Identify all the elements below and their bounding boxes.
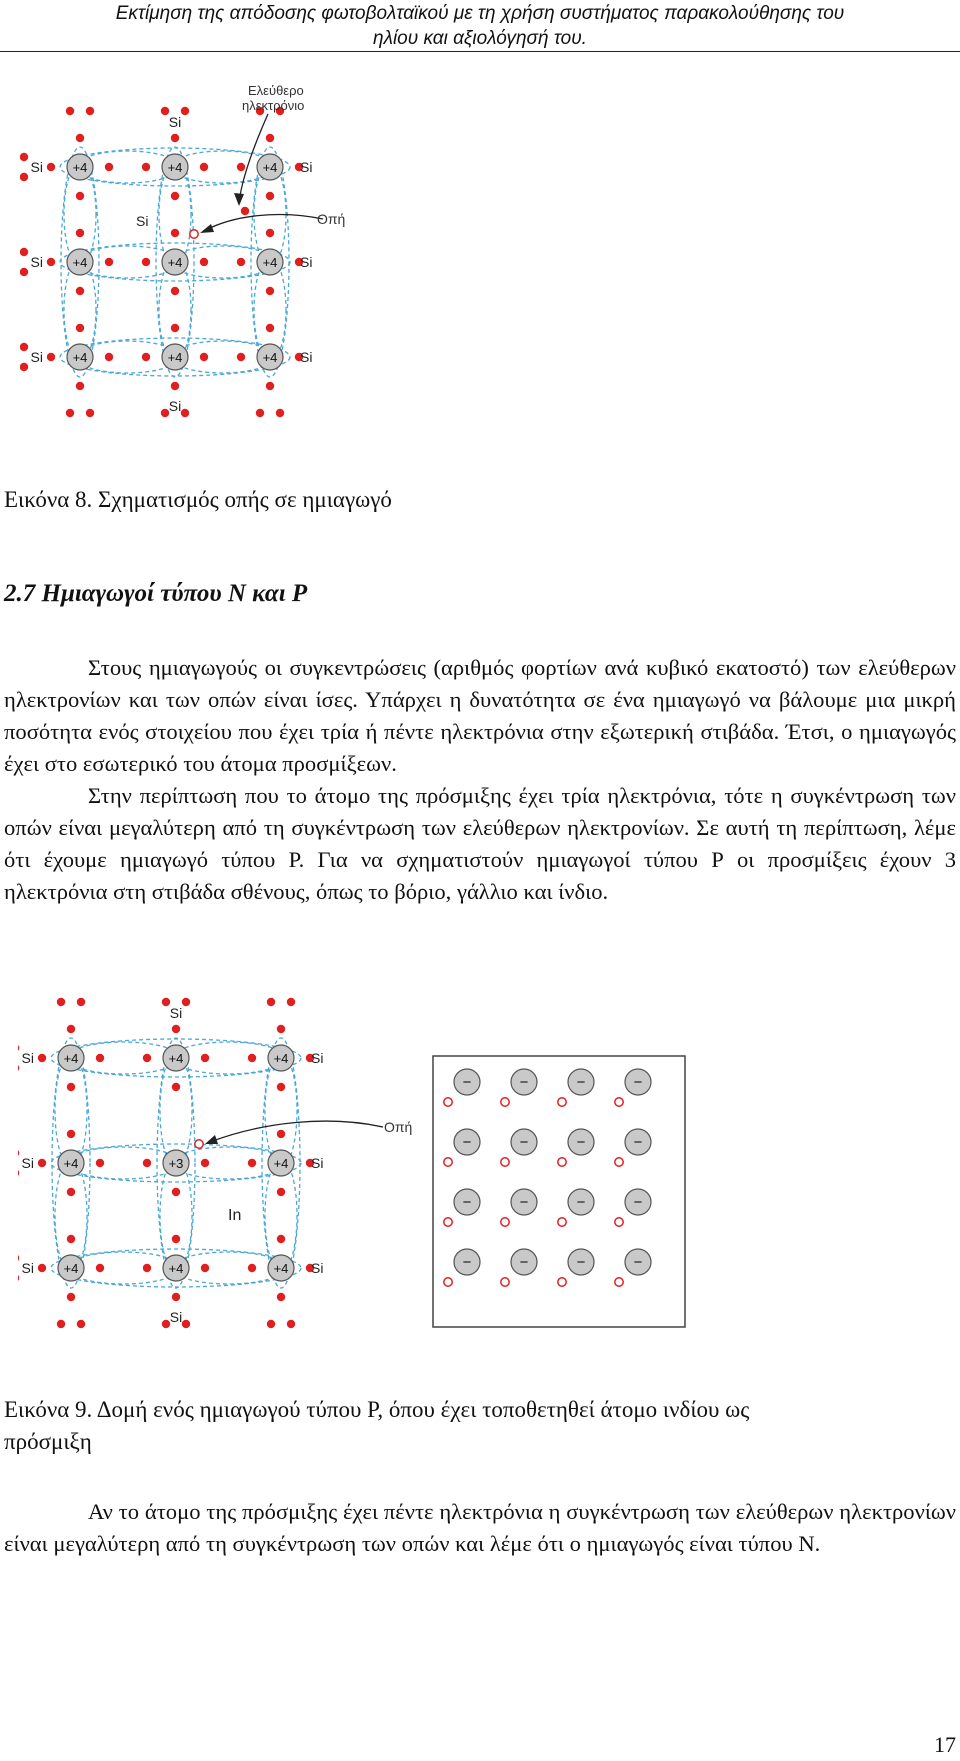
electron [20,268,28,276]
hole-label: Οπή [317,211,346,227]
electron [171,134,179,142]
electron [237,353,245,361]
figure-8-lattice-diagram [20,80,400,460]
hole [501,1158,509,1166]
figure-8-caption: Εικόνα 8. Σχηματισμός οπής σε ημιαγωγό [4,487,392,512]
ion-charge-label: − [633,1254,643,1271]
hole [615,1278,623,1286]
electron [266,192,274,200]
electron [248,1159,256,1167]
hole [501,1218,509,1226]
electron [20,153,28,161]
electron [287,998,295,1006]
electron [76,134,84,142]
hole [444,1278,452,1286]
electron [38,1159,46,1167]
hole [615,1098,623,1106]
electron [266,229,274,237]
atom-core-label: +4 [273,1051,289,1066]
electron [66,107,74,115]
si-atom-label: Si [169,1309,183,1325]
hole [558,1278,566,1286]
ion-charge-label: − [519,1254,529,1271]
electron [182,998,190,1006]
si-atom-label: Si [30,159,43,175]
electron [171,192,179,200]
ion-charge-label: − [633,1194,643,1211]
atom-core-label: +4 [262,160,278,175]
electron [200,258,208,266]
ion-charge-label: − [576,1254,586,1271]
electron [237,163,245,171]
electron [267,998,275,1006]
figure-9-ion-grid [432,1055,688,1330]
electron [66,409,74,417]
electron [266,324,274,332]
ion-charge-label: − [576,1134,586,1151]
si-atom-label: Si [30,254,43,270]
electron [143,1054,151,1062]
hole-label: Οπή [384,1119,413,1135]
hole [190,230,198,238]
electron [57,998,65,1006]
hole [444,1158,452,1166]
electron [181,107,189,115]
electron [277,1188,285,1196]
ion-charge-label: − [462,1134,472,1151]
si-atom-label: Si [311,1260,324,1276]
electron [18,1254,19,1262]
ion-charge-label: − [519,1134,529,1151]
electron [256,409,264,417]
electron [201,1054,209,1062]
electron [47,353,55,361]
atom-core-label: +4 [167,350,183,365]
electron [287,1320,295,1328]
electron [38,1264,46,1272]
header-line-1: Εκτίμηση της απόδοσης φωτοβολταϊκού με τη χρήση συστήματος παρακολούθησης του [115,3,845,24]
atom-core-label: +4 [168,1051,184,1066]
running-header [0,0,960,51]
electron [20,363,28,371]
electron [172,1293,180,1301]
dopant-label: In [228,1207,242,1224]
electron [277,1235,285,1243]
electron [142,258,150,266]
electron [172,1025,180,1033]
electron [171,229,179,237]
lattice [20,107,312,417]
section-heading: 2.7 Ημιαγωγοί τύπου Ν και Ρ [4,580,308,607]
atom-core-label: +4 [72,255,88,270]
hole [558,1218,566,1226]
si-atom-label: Si [21,1155,34,1171]
electron [276,409,284,417]
electron [172,1188,180,1196]
free-electron-label-line2: ηλεκτρόνιο [242,98,305,113]
figure-9-caption-line-2: πρόσμιξη [4,1429,92,1454]
atom-core-label: +4 [63,1261,79,1276]
electron [201,1159,209,1167]
annotations [195,1119,413,1224]
electron [76,229,84,237]
electron [277,1025,285,1033]
electron [201,1264,209,1272]
electron [67,1083,75,1091]
electron [18,1169,19,1177]
atom-core-label: +4 [72,160,88,175]
atom-core-label: +4 [168,1261,184,1276]
free-electron-atom-label: Si [136,213,149,229]
electron [76,382,84,390]
electron [266,382,274,390]
electron [182,1320,190,1328]
hole-arrowhead [200,224,214,233]
electron [105,163,113,171]
ion-charge-label: − [519,1194,529,1211]
paragraph-2: Στην περίπτωση που το άτομο της πρόσμιξης έχει τρία ηλεκτρόνια, τότε η συγκέντρωση των οπών είναι μεγαλύτερη από τη συγκέντρωση των ελεύθερων ηλεκτρονίων. Σε αυτή τη περίπτωση, λέμε ότι έχουμε ημιαγωγό τύπου Ρ. Για να σχηματιστούν ημιαγωγοί τύπου Ρ οι προσμίξεις έχουν 3 ηλεκτρόνια στη στιβάδα σθένους, όπως το βόριο, γάλλιο και ίνδιο. [4,783,956,904]
si-atom-label: Si [21,1050,34,1066]
atom-core-label: +4 [262,350,278,365]
hole [444,1218,452,1226]
electron [47,258,55,266]
page-number: 17 [934,1732,956,1757]
hole [615,1218,623,1226]
electron [105,258,113,266]
free-electron-label-line1: Ελεύθερο [248,83,304,98]
figure-9-lattice-diagram [18,990,418,1370]
header-rule [0,51,960,52]
figure-9-caption-line-1: Εικόνα 9. Δομή ενός ημιαγωγού τύπου Ρ, όπου έχει τοποθετηθεί άτομο ινδίου ως [4,1397,750,1422]
electron [67,1293,75,1301]
electron [20,248,28,256]
si-atom-label: Si [30,349,43,365]
electron [67,1188,75,1196]
electron [105,353,113,361]
electron [47,163,55,171]
closing-section [4,1496,956,1560]
free-electron [241,207,249,215]
electron [200,353,208,361]
paragraph-1: Στους ημιαγωγούς οι συγκεντρώσεις (αριθμός φορτίων ανά κυβικό εκατοστό) των ελεύθερων ηλεκτρονίων και των οπών είναι ίσες. Υπάρχει η δυνατότητα σε ένα ημιαγωγό να βάλουμε μια μικρή ποσότητα ενός στοιχείου που έχει τρία ή πέντε ηλεκτρόνια στην εξωτερική στιβάδα. Έτσι, ο ημιαγωγός έχει στο εσωτερικό του άτομα προσμίξεων. [4,655,956,776]
ion-charge-label: − [576,1194,586,1211]
ion-charge-label: − [519,1074,529,1091]
electron [67,1130,75,1138]
electron [67,1235,75,1243]
electron [77,1320,85,1328]
hole [195,1140,203,1148]
atom-core-label: +4 [273,1156,289,1171]
ion-charge-label: − [633,1134,643,1151]
atom-core-label: +4 [63,1156,79,1171]
closing-paragraph: Αν το άτομο της πρόσμιξης έχει πέντε ηλεκτρόνια η συγκέντρωση των ελεύθερων ηλεκτρονίων είναι μεγαλύτερη από τη συγκέντρωση των οπών και λέμε ότι ο ημιαγωγός είναι τύπου Ν. [4,1499,956,1556]
electron [248,1264,256,1272]
electron [76,324,84,332]
si-atom-label: Si [21,1260,34,1276]
electron [181,409,189,417]
electron [266,287,274,295]
si-atom-label: Si [311,1155,324,1171]
electron [76,192,84,200]
electron [57,1320,65,1328]
electron [18,1044,19,1052]
electron [86,409,94,417]
hole [558,1098,566,1106]
electron [96,1054,104,1062]
atom-core-label: +4 [273,1261,289,1276]
electron [200,163,208,171]
electron [20,343,28,351]
electron [67,1025,75,1033]
electron [172,1083,180,1091]
atom-core-label: +4 [167,255,183,270]
electron [76,287,84,295]
section-body [4,652,956,908]
si-atom-label: Si [300,349,313,365]
electron [143,1159,151,1167]
hole [444,1098,452,1106]
electron [266,134,274,142]
si-atom-label: Si [168,114,182,130]
atom-core-label: +4 [262,255,278,270]
header-line-2: ηλίου και αξιολόγησή του. [373,28,587,49]
electron [77,998,85,1006]
hole [501,1278,509,1286]
hole [501,1098,509,1106]
atom-core-label: +4 [167,160,183,175]
hole [558,1158,566,1166]
si-atom-label: Si [300,159,313,175]
electron [277,1130,285,1138]
electron [38,1054,46,1062]
electron [248,1054,256,1062]
electron [171,382,179,390]
electron [172,1235,180,1243]
si-atom-label: Si [168,398,182,414]
figure-9-caption [4,1394,749,1458]
si-atom-label: Si [311,1050,324,1066]
electron [237,258,245,266]
electron [86,107,94,115]
electron [96,1264,104,1272]
si-atom-label: Si [300,254,313,270]
ion-charge-label: − [462,1074,472,1091]
electron [171,324,179,332]
si-atom-label: Si [169,1005,183,1021]
atom-core-label: +4 [72,350,88,365]
ion-charge-label: − [462,1254,472,1271]
free-electron-arrowhead [234,193,244,206]
electron [143,1264,151,1272]
ion-charge-label: − [462,1194,472,1211]
electron [20,173,28,181]
electron [171,287,179,295]
ion-charge-label: − [633,1074,643,1091]
electron [267,1320,275,1328]
electron [18,1274,19,1282]
atom-core-label: +4 [63,1051,79,1066]
electron [277,1293,285,1301]
electron [142,353,150,361]
electron [96,1159,104,1167]
lattice [18,998,323,1328]
hole [615,1158,623,1166]
hole-arrow [206,215,323,230]
atom-core-label: +3 [168,1156,184,1171]
electron [277,1083,285,1091]
ion-charge-label: − [576,1074,586,1091]
electron [18,1149,19,1157]
electron [18,1064,19,1072]
hole-arrowhead [205,1135,218,1144]
electron [142,163,150,171]
